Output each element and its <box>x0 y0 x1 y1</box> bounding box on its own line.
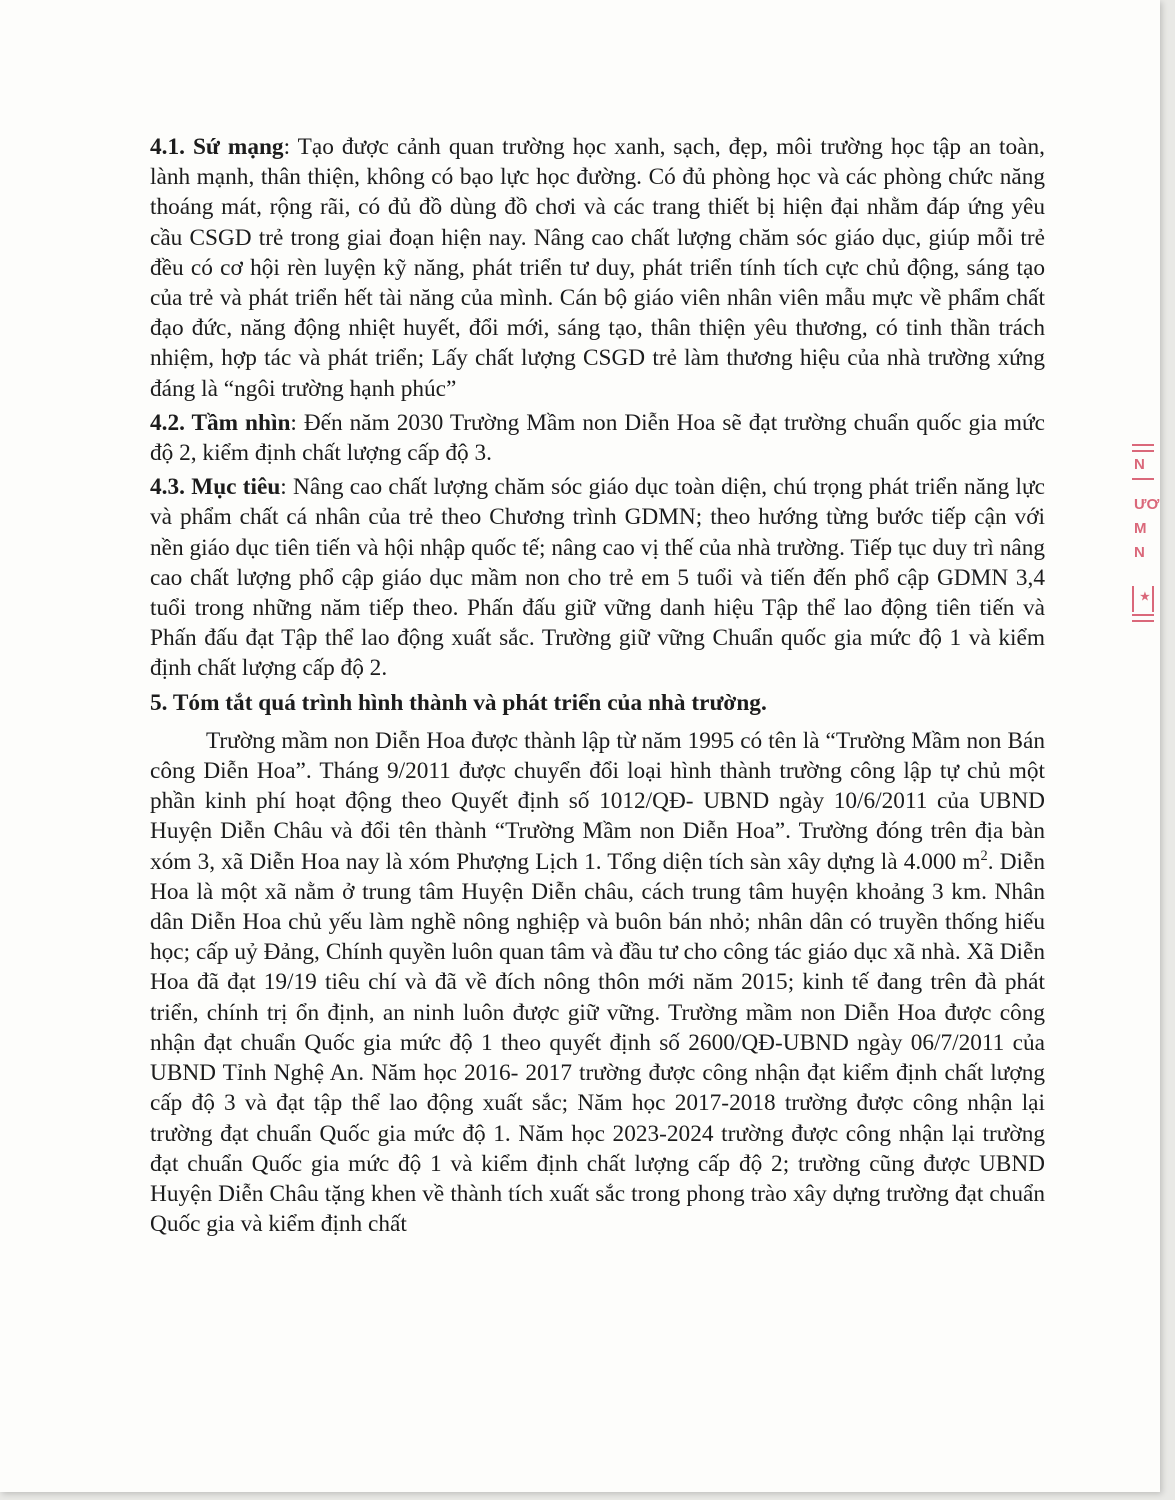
stamp-line <box>1132 478 1154 480</box>
section-mission-text: : Tạo được cảnh quan trường học xanh, sạch, đẹp, môi trường học tập an toàn, lành mạnh, thân thiện, không có bạo lực học đường. Có đủ phòng học và các phòng chức năng thoáng mát, rộng rãi, có đủ đồ dùng đồ chơi và các trang thiết bị hiện đại nhằm đáp ứng yêu cầu CSGD trẻ trong giai đoạn hiện nay. Nâng cao chất lượng chăm sóc giáo dục, giúp mỗi trẻ đều có cơ hội rèn luyện kỹ năng, phát triển tư duy, phát triển tính tích cực chủ động, sáng tạo của trẻ và phát triển hết tài năng của mình. Cán bộ giáo viên nhân viên mẫu mực về phẩm chất đạo đức, năng động nhiệt huyết, đổi mới, sáng tạo, thân thiện yêu thương, có tinh thần trách nhiệm, hợp tác và phát triển; Lấy chất lượng CSGD trẻ làm thương hiệu của nhà trường xứng đáng là “ngôi trường hạnh phúc” <box>150 134 1045 402</box>
area-superscript: 2 <box>980 847 988 864</box>
section-vision <box>150 408 1045 468</box>
section-goals-text: : Nâng cao chất lượng chăm sóc giáo dục toàn diện, chú trọng phát triển năng lực và phẩm chất cá nhân của trẻ theo Chương trình GDMN; theo hướng từng bước tiếp cận với nền giáo dục tiên tiến và hội nhập quốc tế; nâng cao vị thế của nhà trường. Tiếp tục duy trì nâng cao chất lượng phổ cập giáo dục mầm non cho trẻ em 5 tuổi và tiến đến phổ cập GDMN 3,4 tuổi trong những năm tiếp theo. Phấn đấu giữ vững danh hiệu Tập thể lao động tiên tiến và Phấn đấu đạt Tập thể lao động xuất sắc. Trường giữ vững Chuẩn quốc gia mức độ 1 và kiểm định chất lượng cấp độ 2. <box>150 474 1045 682</box>
section-goals <box>150 472 1045 683</box>
stamp-glyph: ƯƠ <box>1134 496 1160 513</box>
stamp-line <box>1132 444 1154 446</box>
section-vision-heading: 4.2. Tầm nhìn <box>150 409 291 436</box>
stamp-glyph: N <box>1134 544 1145 561</box>
section-mission <box>150 132 1045 404</box>
stamp-line <box>1152 586 1154 612</box>
stamp-glyph: N <box>1134 456 1145 473</box>
section-history-heading: 5. Tóm tắt quá trình hình thành và phát triển của nhà trường. <box>150 689 767 716</box>
red-stamp-fragment <box>1128 438 1162 638</box>
section-history-paragraph <box>150 726 1045 1239</box>
section-goals-heading: 4.3. Mục tiêu <box>150 474 281 501</box>
stamp-glyph: M <box>1134 520 1147 537</box>
stamp-line <box>1132 614 1154 616</box>
document-body <box>150 132 1045 1239</box>
section-mission-heading: 4.1. Sứ mạng <box>150 134 284 160</box>
stamp-line <box>1132 620 1154 622</box>
stamp-line <box>1132 450 1154 452</box>
stamp-star-icon: ★ <box>1140 591 1150 603</box>
section-vision-text: : Đến năm 2030 Trường Mầm non Diễn Hoa sẽ đạt trường chuẩn quốc gia mức độ 2, kiểm định chất lượng cấp độ 3. <box>150 409 1045 467</box>
stamp-line <box>1132 586 1134 612</box>
history-text-part1: Trường mầm non Diễn Hoa được thành lập từ năm 1995 có tên là “Trường Mầm non Bán công Diễn Hoa”. Tháng 9/2011 được chuyển đổi loại hình thành trường công lập tự chủ một phần kinh phí hoạt động theo Quyết định số 1012/QĐ- UBND ngày 10/6/2011 của UBND Huyện Diễn Châu và đổi tên thành “Trường Mầm non Diễn Hoa”. Trường đóng trên địa bàn xóm 3, xã Diễn Hoa nay là xóm Phượng Lịch 1. Tổng diện tích sàn xây dựng là 4.000 m <box>150 727 1045 875</box>
history-text-part2: . Diễn Hoa là một xã nằm ở trung tâm Huyện Diễn châu, cách trung tâm huyện khoảng 3 km. Nhân dân Diễn Hoa chủ yếu làm nghề nông nghiệp và buôn bán nhỏ; nhân dân có truyền thống hiếu học; cấp uỷ Đảng, Chính quyền luôn quan tâm và đầu tư cho công tác giáo dục xã nhà. Xã Diễn Hoa đã đạt 19/19 tiêu chí và đã về đích nông thôn mới năm 2015; kinh tế đang trên đà phát triển, chính trị ổn định, an ninh luôn được giữ vững. Trường mầm non Diễn Hoa được công nhận đạt chuẩn Quốc gia mức độ 1 theo quyết định số 2600/QĐ-UBND ngày 06/7/2011 của UBND Tỉnh Nghệ An. Năm học 2016- 2017 trường được công nhận đạt kiểm định chất lượng cấp độ 3 và đạt tập thể lao động xuất sắc; Năm học 2017-2018 trường được công nhận lại trường đạt chuẩn Quốc gia mức độ 1. Năm học 2023-2024 trường được công nhận lại trường đạt chuẩn Quốc gia mức độ 1 và kiểm định chất lượng cấp độ 2; trường cũng được UBND Huyện Diễn Châu tặng khen về thành tích xuất sắc trong phong trào xây dựng trường đạt chuẩn Quốc gia và kiểm định chất <box>150 848 1045 1238</box>
